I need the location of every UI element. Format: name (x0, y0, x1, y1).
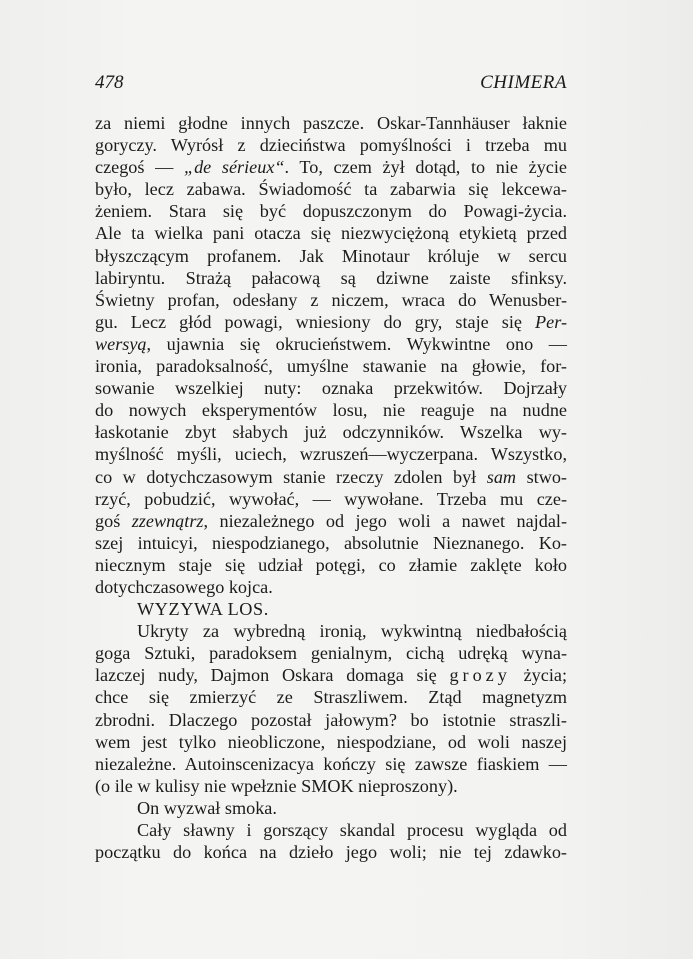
spaced-text: grozy (449, 665, 511, 686)
text-line (95, 200, 567, 222)
text-line (95, 775, 567, 797)
text-segment: dotychczasowego kojca. (95, 576, 273, 597)
text-line (95, 620, 567, 642)
text-segment: wem jest tylko nieobliczone, niespodziane, od woli naszej (95, 731, 567, 752)
text-line (95, 289, 567, 311)
text-segment: łaskotanie zbyt słabych już odczynników. Wszelka wy- (95, 422, 567, 443)
text-segment: niecznym staje się udział potęgi, co złamie zaklęte koło (95, 554, 567, 575)
text-segment: początku do końca na dzieło jego woli; nie tej zdawko- (95, 842, 567, 863)
section-heading (95, 598, 567, 620)
text-line (95, 112, 567, 134)
text-line (95, 576, 567, 598)
text-segment: chce się zmierzyć ze Straszliwem. Ztąd magnetyzm (95, 687, 567, 708)
text-line (95, 443, 567, 465)
text-line (95, 377, 567, 399)
text-line (95, 709, 567, 731)
italic-text: Per- (535, 311, 567, 332)
text-line (95, 245, 567, 267)
text-segment: On wyzwał smoka. (137, 797, 277, 818)
text-segment: . To, czem żył dotąd, to nie życie (284, 157, 568, 178)
text-segment: Ukryty za wybredną ironią, wykwintną niedbałością (137, 621, 567, 642)
text-segment: sowanie wszelkiej nuty: oznaka przekwitów. Dojrzały (95, 378, 567, 399)
text-segment: goryczy. Wyrósł z dzieciństwa pomyślności i trzeba mu (95, 135, 567, 156)
text-line (95, 532, 567, 554)
text-line (95, 466, 567, 488)
text-line (95, 222, 567, 244)
page-number: 478 (95, 72, 124, 93)
text-segment: labiryntu. Strażą pałacową są dziwne zaiste sfinksy. (95, 267, 567, 288)
body-text (95, 112, 567, 863)
text-line (95, 686, 567, 708)
text-line (95, 797, 567, 819)
text-line (95, 267, 567, 289)
running-title: CHIMERA (480, 72, 567, 93)
text-line (95, 156, 567, 178)
text-line (95, 421, 567, 443)
text-segment: goga Sztuki, paradoksem genialnym, cichą udręką wyna- (95, 643, 567, 664)
italic-text: zzewnątrz (131, 510, 204, 531)
text-line (95, 399, 567, 421)
text-segment: WYZYWA LOS. (137, 599, 269, 620)
text-line (95, 841, 567, 863)
text-segment: było, lecz zabawa. Świadomość ta zabarwia się lekcewa- (95, 179, 567, 200)
text-segment: Cały sławny i gorszący skandal procesu wygląda od (137, 820, 567, 840)
text-line (95, 311, 567, 333)
text-line (95, 134, 567, 156)
text-segment: , niezależnego od jego woli a nawet najdal- (203, 510, 568, 531)
text-segment: żeniem. Stara się być dopuszczonym do Powagi-życia. (95, 201, 567, 222)
text-line (95, 731, 567, 753)
text-segment: co w dotychczasowym stanie rzeczy zdolen był (95, 466, 487, 487)
text-segment: ironia, paradoksalność, umyślne stawanie na głowie, for- (95, 356, 567, 377)
text-line (95, 178, 567, 200)
text-line (95, 355, 567, 377)
text-segment: do nowych eksperymentów losu, nie reaguje na nudne (95, 400, 567, 421)
text-line (95, 488, 567, 510)
text-line (95, 510, 567, 532)
text-segment: (o ile w kulisy nie wpełznie SMOK nieproszony). (95, 775, 458, 796)
page-header (95, 72, 567, 98)
text-segment: rzyć, pobudzić, wywołać, — wywołane. Trzeba mu cze- (95, 488, 567, 509)
text-segment: myślność myśli, uciech, wzruszeń—wyczerpana. Wszystko, (95, 444, 567, 465)
text-segment: gu. Lecz głód powagi, wniesiony do gry, staje się (95, 311, 536, 332)
text-segment: Ale ta wielka pani otacza się niezwyciężoną etykietą przed (95, 223, 567, 244)
text-segment: niezależne. Autoinscenizacya kończy się zawsze fiaskiem — (95, 753, 567, 774)
text-line (95, 554, 567, 576)
italic-text: sam (486, 466, 517, 487)
text-line (95, 642, 567, 664)
text-segment: zbrodni. Dlaczego pozostał jałowym? bo istotnie straszli- (95, 709, 567, 730)
text-segment: stwo- (516, 466, 567, 487)
text-line (95, 664, 567, 686)
text-line (95, 333, 567, 355)
italic-text: „de sérieux“ (183, 157, 285, 178)
text-segment: błyszczącym profanem. Jak Minotaur króluje w sercu (95, 245, 567, 266)
italic-text: wersyą (95, 333, 147, 354)
text-segment: szej intuicyi, niespodzianego, absolutnie Nieznanego. Ko- (95, 532, 567, 553)
text-segment: , ujawnia się okrucieństwem. Wykwintne ono — (146, 333, 567, 354)
text-segment: za niemi głodne innych paszcze. Oskar-Tannhäuser łaknie (95, 113, 567, 133)
text-line (95, 753, 567, 775)
text-segment: goś (95, 510, 132, 531)
text-segment: lazczej nudy, Dajmon Oskara domaga się (95, 665, 450, 686)
text-line (95, 819, 567, 841)
text-segment: Świetny profan, odesłany z niczem, wraca do Wenusber- (95, 289, 567, 310)
text-segment: czegoś — (95, 157, 184, 178)
text-segment: życia; (510, 665, 567, 686)
